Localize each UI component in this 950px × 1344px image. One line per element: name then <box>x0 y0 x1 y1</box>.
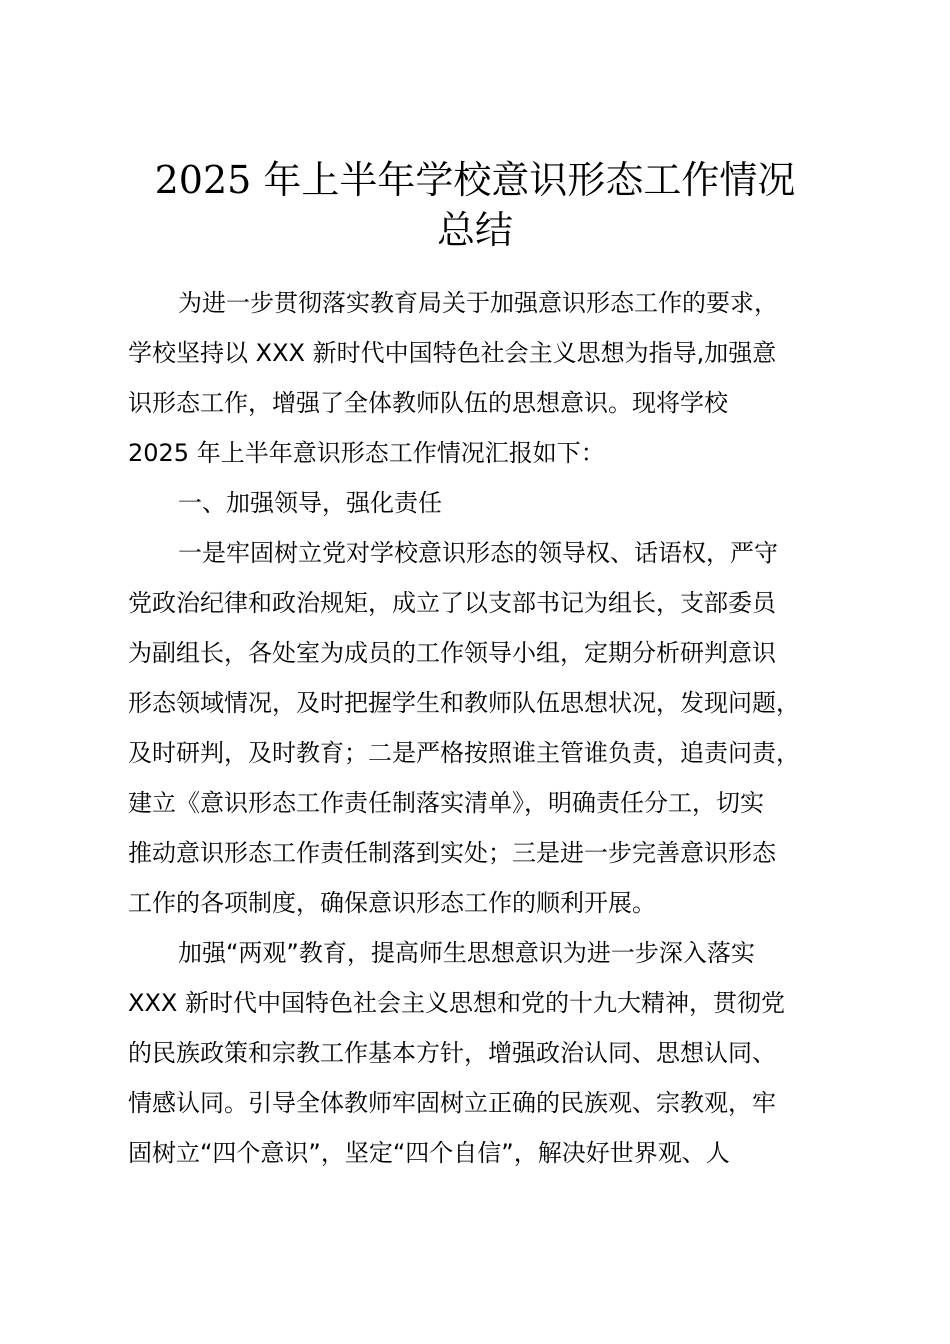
body-line-6: 一是牢固树立党对学校意识形态的领导权、话语权，严守 <box>178 539 778 567</box>
section-heading-1: 一、加强领导，强化责任 <box>178 489 442 517</box>
body-line-4: 2025 年上半年意识形态工作情况汇报如下： <box>128 439 605 467</box>
document-title-line-2: 总结 <box>436 208 513 252</box>
body-line-17: 情感认同。引导全体教师牢固树立正确的民族观、宗教观，牢 <box>128 1089 776 1117</box>
body-line-15: XXX 新时代中国特色社会主义思想和党的十九大精神，贯彻党 <box>128 989 785 1017</box>
body-line-3: 识形态工作，增强了全体教师队伍的思想意识。现将学校 <box>128 389 728 417</box>
body-line-14: 加强“两观”教育，提高师生思想意识为进一步深入落实 <box>178 939 755 967</box>
body-line-18: 固树立“四个意识”，坚定“四个自信”，解决好世界观、人 <box>128 1139 730 1167</box>
body-line-1: 为进一步贯彻落实教育局关于加强意识形态工作的要求， <box>178 289 778 317</box>
body-line-11: 建立《意识形态工作责任制落实清单》，明确责任分工，切实 <box>128 789 764 817</box>
body-line-7: 党政治纪律和政治规矩，成立了以支部书记为组长，支部委员 <box>128 589 776 617</box>
body-line-9: 形态领域情况，及时把握学生和教师队伍思想状况，发现问题， <box>128 689 800 717</box>
body-line-16: 的民族政策和宗教工作基本方针，增强政治认同、思想认同、 <box>128 1039 776 1067</box>
document-title-line-1: 2025 年上半年学校意识形态工作情况 <box>154 158 796 202</box>
body-line-8: 为副组长，各处室为成员的工作领导小组，定期分析研判意识 <box>128 639 776 667</box>
body-line-13: 工作的各项制度，确保意识形态工作的顺利开展。 <box>128 889 656 917</box>
body-line-10: 及时研判，及时教育；二是严格按照谁主管谁负责，追责问责， <box>128 739 800 767</box>
body-line-12: 推动意识形态工作责任制落到实处；三是进一步完善意识形态 <box>128 839 776 867</box>
body-line-2: 学校坚持以 XXX 新时代中国特色社会主义思想为指导,加强意 <box>128 339 777 367</box>
